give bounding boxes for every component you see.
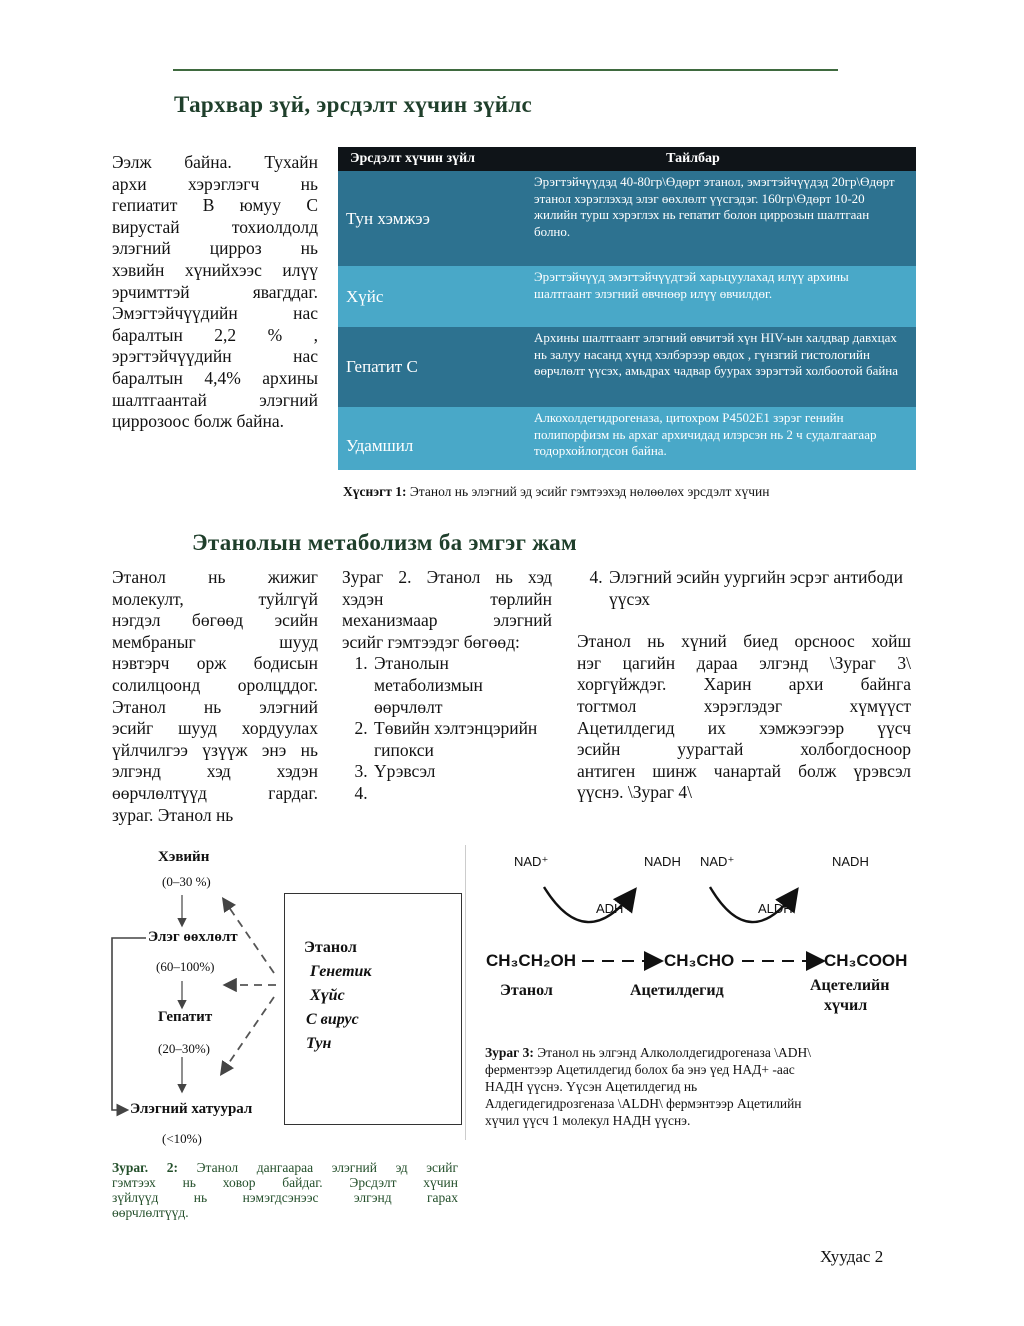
box-title: Этанол <box>304 939 357 956</box>
figure2-caption <box>112 1160 458 1220</box>
label-nad: NAD⁺ <box>700 854 735 869</box>
figure-divider <box>465 845 466 1140</box>
caption-line <box>485 1044 917 1061</box>
stage-normal-pct: (0–30 %) <box>162 874 211 889</box>
mechanism-list <box>342 653 552 804</box>
text-line: архи хэрэглэгч нь <box>112 173 318 194</box>
text-line: эрэгтэйчүүдийн нас <box>112 346 318 367</box>
text-line: хэвийн хүнийхээс илүү <box>112 259 318 280</box>
figure3-caption <box>485 1044 917 1129</box>
text-line: хоргүйждэг. Харин архи байнга <box>577 674 911 695</box>
text-line: мембраныг шууд <box>112 631 318 652</box>
stage-fatty-liver: Элэг өөхлөлт <box>148 929 238 945</box>
text-line: баралтын 2,2 % , <box>112 324 318 345</box>
stage-cirrhosis-pct: (<10%) <box>162 1131 202 1146</box>
table-header-description: Тайлбар <box>666 151 720 166</box>
box-item: Тун <box>306 1035 332 1052</box>
caption-text: Этанол нь элгэнд Алкололдегидрогеназа \ADH\ <box>533 1045 811 1060</box>
section2-column1 <box>112 567 318 826</box>
section2-column2 <box>342 567 552 805</box>
caption-line <box>112 1160 458 1175</box>
caption-label: Хүснэгт 1: <box>343 484 407 499</box>
section1-text <box>112 152 318 433</box>
text-line: элэгний цирроз нь <box>112 238 318 259</box>
list-item: 2. Төвийн хэлтэнцэрийн гипокси <box>372 718 552 761</box>
list-item: 3. Үрэвсэл <box>372 761 552 783</box>
list-item <box>372 783 552 805</box>
name-acetaldehyde: Ацетилдегид <box>630 982 724 999</box>
risk-factor-cell: Гепатит С <box>346 357 418 376</box>
label-nadh: NADH <box>832 854 869 869</box>
compound-acetic-acid: CH₃COOH <box>824 951 908 970</box>
compound-ethanol: CH₃CH₂OH <box>486 951 577 970</box>
section-title-metabolism: Этанолын метаболизм ба эмгэг жам <box>192 530 578 555</box>
page-number: Хуудас 2 <box>820 1247 884 1266</box>
text-line: эсийн уурагтай холбогдосноор <box>577 739 911 760</box>
text-line: элгэнд хэд хэдэн <box>112 761 318 782</box>
table-row <box>338 266 916 327</box>
box-item: Хүйс <box>310 987 345 1004</box>
text-line: гепиатит В юмуу С <box>112 195 318 216</box>
text-line: Этанол нь элэгний <box>112 696 318 717</box>
list-item: 1. Этанолын метаболизмын өөрчлөлт <box>372 653 552 718</box>
text-line: Этанол нь жижиг <box>112 567 318 587</box>
text-line: нэг цагийн дараа элгэнд \Зураг 3\ <box>577 652 911 673</box>
caption-text: Этанол нь элэгний эд эсийг гэмтээхэд нөлөөлөх эрсдэлт хүчин <box>406 484 770 499</box>
table-header-factor: Эрсдэлт хүчин зүйл <box>350 151 476 166</box>
table-row <box>338 327 916 407</box>
risk-factor-table <box>338 147 916 470</box>
box-item: С вирус <box>306 1011 359 1028</box>
enzyme-adh: ADH <box>596 901 624 916</box>
caption-line: гэмтээх нь ховор байдаг. Эрсдэлт хүчин <box>112 1175 458 1190</box>
text-line: өөрчлөлтүүд гардаг. <box>112 782 318 803</box>
table-row <box>338 171 916 266</box>
caption-label: Зураг 3: <box>485 1045 534 1060</box>
table-row <box>338 407 916 470</box>
text-line: Зураг 2. Этанол нь хэд <box>342 567 552 587</box>
section-title-epidemiology: Тархвар зүй, эрсдэлт хүчин зүйлс <box>174 92 533 117</box>
text-line: эсийг шууд хордуулах <box>112 718 318 739</box>
figure2-progression-diagram <box>108 845 468 1150</box>
risk-description-cell: Алкохолдегидрогеназа, цитохром P4502E1 зэрэг генийн полипорфизм нь архаг архичидад илэрсэн нь 2 ч судалгаагаар тодорхойлогдсон байна. <box>534 410 877 458</box>
risk-description-cell: Эрэгтэйчүүдэд 40-80гр\Өдөрт этанол, эмэгтэйчүүдэд 20гр\Өдөрт этанол хэрэглэхэд элэг өөхлөлт үүсгэдэг. 160гр\Өдөрт 10-20 жилийн турш хэрэглэх нь гепатит болон циррозын шалтгаан болно. <box>534 174 895 239</box>
text-line: Эмэгтэйчүүдийн нас <box>112 303 318 324</box>
list-item: 4. Элэгний эсийн уургийн эсрэг антибоди үүсэх <box>607 567 911 610</box>
text-line: механизмаар элэгний <box>342 610 552 631</box>
stage-cirrhosis: Элэгний хатуурал <box>130 1101 253 1117</box>
mechanism-list-continued <box>577 567 911 610</box>
caption-text: Этанол дангаараа элэгний эд эсийг <box>178 1160 458 1175</box>
text-line: үүснэ. \Зураг 4\ <box>577 782 692 803</box>
text-line: Ээлж байна. Тухайн <box>112 152 318 172</box>
enzyme-aldh: ALDH <box>758 901 793 916</box>
caption-line: Алдегидегидрозгеназа \ALDH\ фермэнтээр Ацетилийн <box>485 1096 802 1111</box>
risk-factor-cell: Тун хэмжээ <box>346 208 430 228</box>
stage-normal: Хэвийн <box>158 849 210 865</box>
text-line: Этанол нь хүний биед орсноос хойш <box>577 631 911 652</box>
text-line: эсийг гэмтээдэг бөгөөд: <box>342 631 520 652</box>
text-line: солилцоонд оролцддог. <box>112 674 318 695</box>
table-header <box>338 147 916 171</box>
caption-line: НАДН үүснэ. Үүсэн Ацетилдегид нь <box>485 1079 698 1094</box>
text-line: үйлчилгээ үзүүж энэ нь <box>112 739 318 760</box>
box-item: Генетик <box>310 963 372 980</box>
caption-line: зүйлүүд нь нэмэгдсэнээс элгэнд гарах <box>112 1190 458 1205</box>
risk-description-cell: Эрэгтэйчүүд эмэгтэйчүүдтэй харьцуулахад илүү архины шалтгаант элэгний өвчнөөр илүү өвчилдөг. <box>534 269 849 301</box>
table-caption <box>343 484 770 500</box>
name-acetic-acid-2: хүчил <box>824 997 868 1014</box>
text-line: молекулт, туйлгүй <box>112 588 318 609</box>
text-line: нэгдэл бөгөөд эсийн <box>112 610 318 631</box>
text-line: баралтын 4,4% архины <box>112 367 318 388</box>
label-nad: NAD⁺ <box>514 854 549 869</box>
text-line: Ацетилдегид их хэмжээгээр үүсч <box>577 717 911 738</box>
text-line: тогтмол хэрэглэдэг хүмүүст <box>577 695 911 716</box>
section2-column3 <box>577 567 911 804</box>
text-line: вирустай тохиолдолд <box>112 216 318 237</box>
text-line: антиген шинж чанартай болж үрэвсэл <box>577 760 911 781</box>
caption-line: хүчил үүсч 1 молекул НАДН үүснэ. <box>485 1113 691 1128</box>
compound-acetaldehyde: CH₃CHO <box>664 951 735 970</box>
name-acetic-acid: Ацетелийн <box>810 977 890 994</box>
text-line: шалтгаантай элэгний <box>112 389 318 410</box>
text-line: эрчимттэй явагддаг. <box>112 281 318 302</box>
risk-factor-cell: Удамшил <box>346 435 414 455</box>
stage-hepatitis: Гепатит <box>158 1009 213 1025</box>
caption-line: өөрчлөлтүүд. <box>112 1205 189 1220</box>
stage-hepatitis-pct: (20–30%) <box>158 1041 210 1056</box>
stage-fatty-liver-pct: (60–100%) <box>156 959 215 974</box>
risk-description-cell: Архины шалтгаант элэгний өвчитэй хүн HIV-ын халдвар давхцах нь залуу насанд хүнд хэлбэрээр өвдох , гүнзгий гистологийн өөрчлөлт үүсэх, амьдрах чадвар буурах зэрэгтэй холбоотой байна <box>534 330 899 378</box>
text-line: нэвтэрч орж бодисын <box>112 653 318 674</box>
reaction-arrows <box>478 845 918 1045</box>
label-nadh: NADH <box>644 854 681 869</box>
name-ethanol: Этанол <box>500 982 553 999</box>
text-line: хэдэн төрлийн <box>342 588 552 609</box>
text-line: циррозоос болж байна. <box>112 411 285 432</box>
risk-factor-cell: Хүйс <box>346 286 384 306</box>
caption-label: Зураг. 2: <box>112 1160 178 1175</box>
figure3-metabolism-reaction <box>478 845 918 1045</box>
risk-factor-box <box>284 893 462 1125</box>
top-rule <box>173 69 838 71</box>
text-line: зураг. Этанол нь <box>112 804 234 825</box>
caption-line: ферментээр Ацетилдегид болох ба энэ үед НАД+ -аас <box>485 1062 795 1077</box>
